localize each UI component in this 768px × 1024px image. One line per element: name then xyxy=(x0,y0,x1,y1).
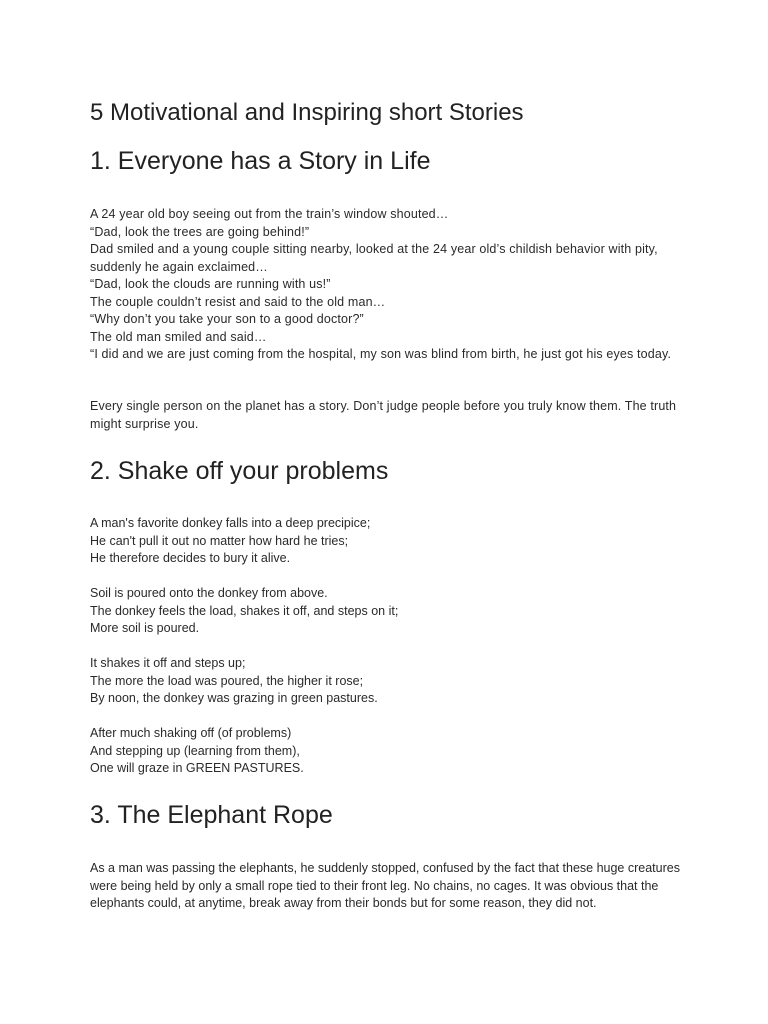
paragraph-line: The donkey feels the load, shakes it off, and steps on it; xyxy=(90,603,399,618)
paragraph-line: It shakes it off and steps up; xyxy=(90,656,246,670)
paragraph-line: After much shaking off (of problems) xyxy=(90,726,292,740)
paragraph-line: Soil is poured onto the donkey from above. xyxy=(90,586,328,600)
story-paragraph xyxy=(90,860,690,913)
document-title: 5 Motivational and Inspiring short Stories xyxy=(90,99,524,126)
story-paragraph xyxy=(90,585,690,638)
paragraph-line: He can't pull it out no matter how hard he tries; xyxy=(90,533,349,548)
paragraph-line: The more the load was poured, the higher it rose; xyxy=(90,673,364,688)
paragraph-line: The old man smiled and said… xyxy=(90,329,267,344)
paragraph-line: A man's favorite donkey falls into a deep precipice; xyxy=(90,516,371,530)
section-heading-elephant-rope: 3. The Elephant Rope xyxy=(90,801,333,829)
paragraph-line: “Why don’t you take your son to a good doctor?” xyxy=(90,312,364,326)
paragraph-line: “Dad, look the trees are going behind!” xyxy=(90,224,310,239)
paragraph-line: Every single person on the planet has a story. Don’t judge people before you truly know them. The truth might surprise you. xyxy=(90,399,677,431)
paragraph-line: He therefore decides to bury it alive. xyxy=(90,551,291,565)
paragraph-line: By noon, the donkey was grazing in green pastures. xyxy=(90,691,378,705)
paragraph-line: More soil is poured. xyxy=(90,621,200,635)
story-paragraph xyxy=(90,725,690,778)
paragraph-line: Dad smiled and a young couple sitting nearby, looked at the 24 year old’s childish behavior with pity, suddenly he again exclaimed… xyxy=(90,242,658,274)
story-paragraph xyxy=(90,515,690,568)
story-paragraph xyxy=(90,655,690,708)
paragraph-line: One will graze in GREEN PASTURES. xyxy=(90,761,304,775)
paragraph-line: A 24 year old boy seeing out from the train’s window shouted… xyxy=(90,207,449,221)
paragraph-line: “I did and we are just coming from the hospital, my son was blind from birth, he just got his eyes today. xyxy=(90,347,672,361)
section-heading-shake-off-problems: 2. Shake off your problems xyxy=(90,457,389,485)
section-heading-everyone-has-a-story: 1. Everyone has a Story in Life xyxy=(90,147,431,175)
paragraph-line: And stepping up (learning from them), xyxy=(90,743,300,758)
story-paragraph xyxy=(90,206,690,364)
paragraph-line: As a man was passing the elephants, he suddenly stopped, confused by the fact that these huge creatures were being held by only a small rope tied to their front leg. No chains, no cages. It was obvious that the elephants could, at anytime, break away from their bonds but for some reason, they did not. xyxy=(90,861,680,910)
paragraph-line: The couple couldn’t resist and said to the old man… xyxy=(90,294,386,309)
story-moral-paragraph xyxy=(90,398,690,433)
paragraph-line: “Dad, look the clouds are running with us!” xyxy=(90,277,331,291)
